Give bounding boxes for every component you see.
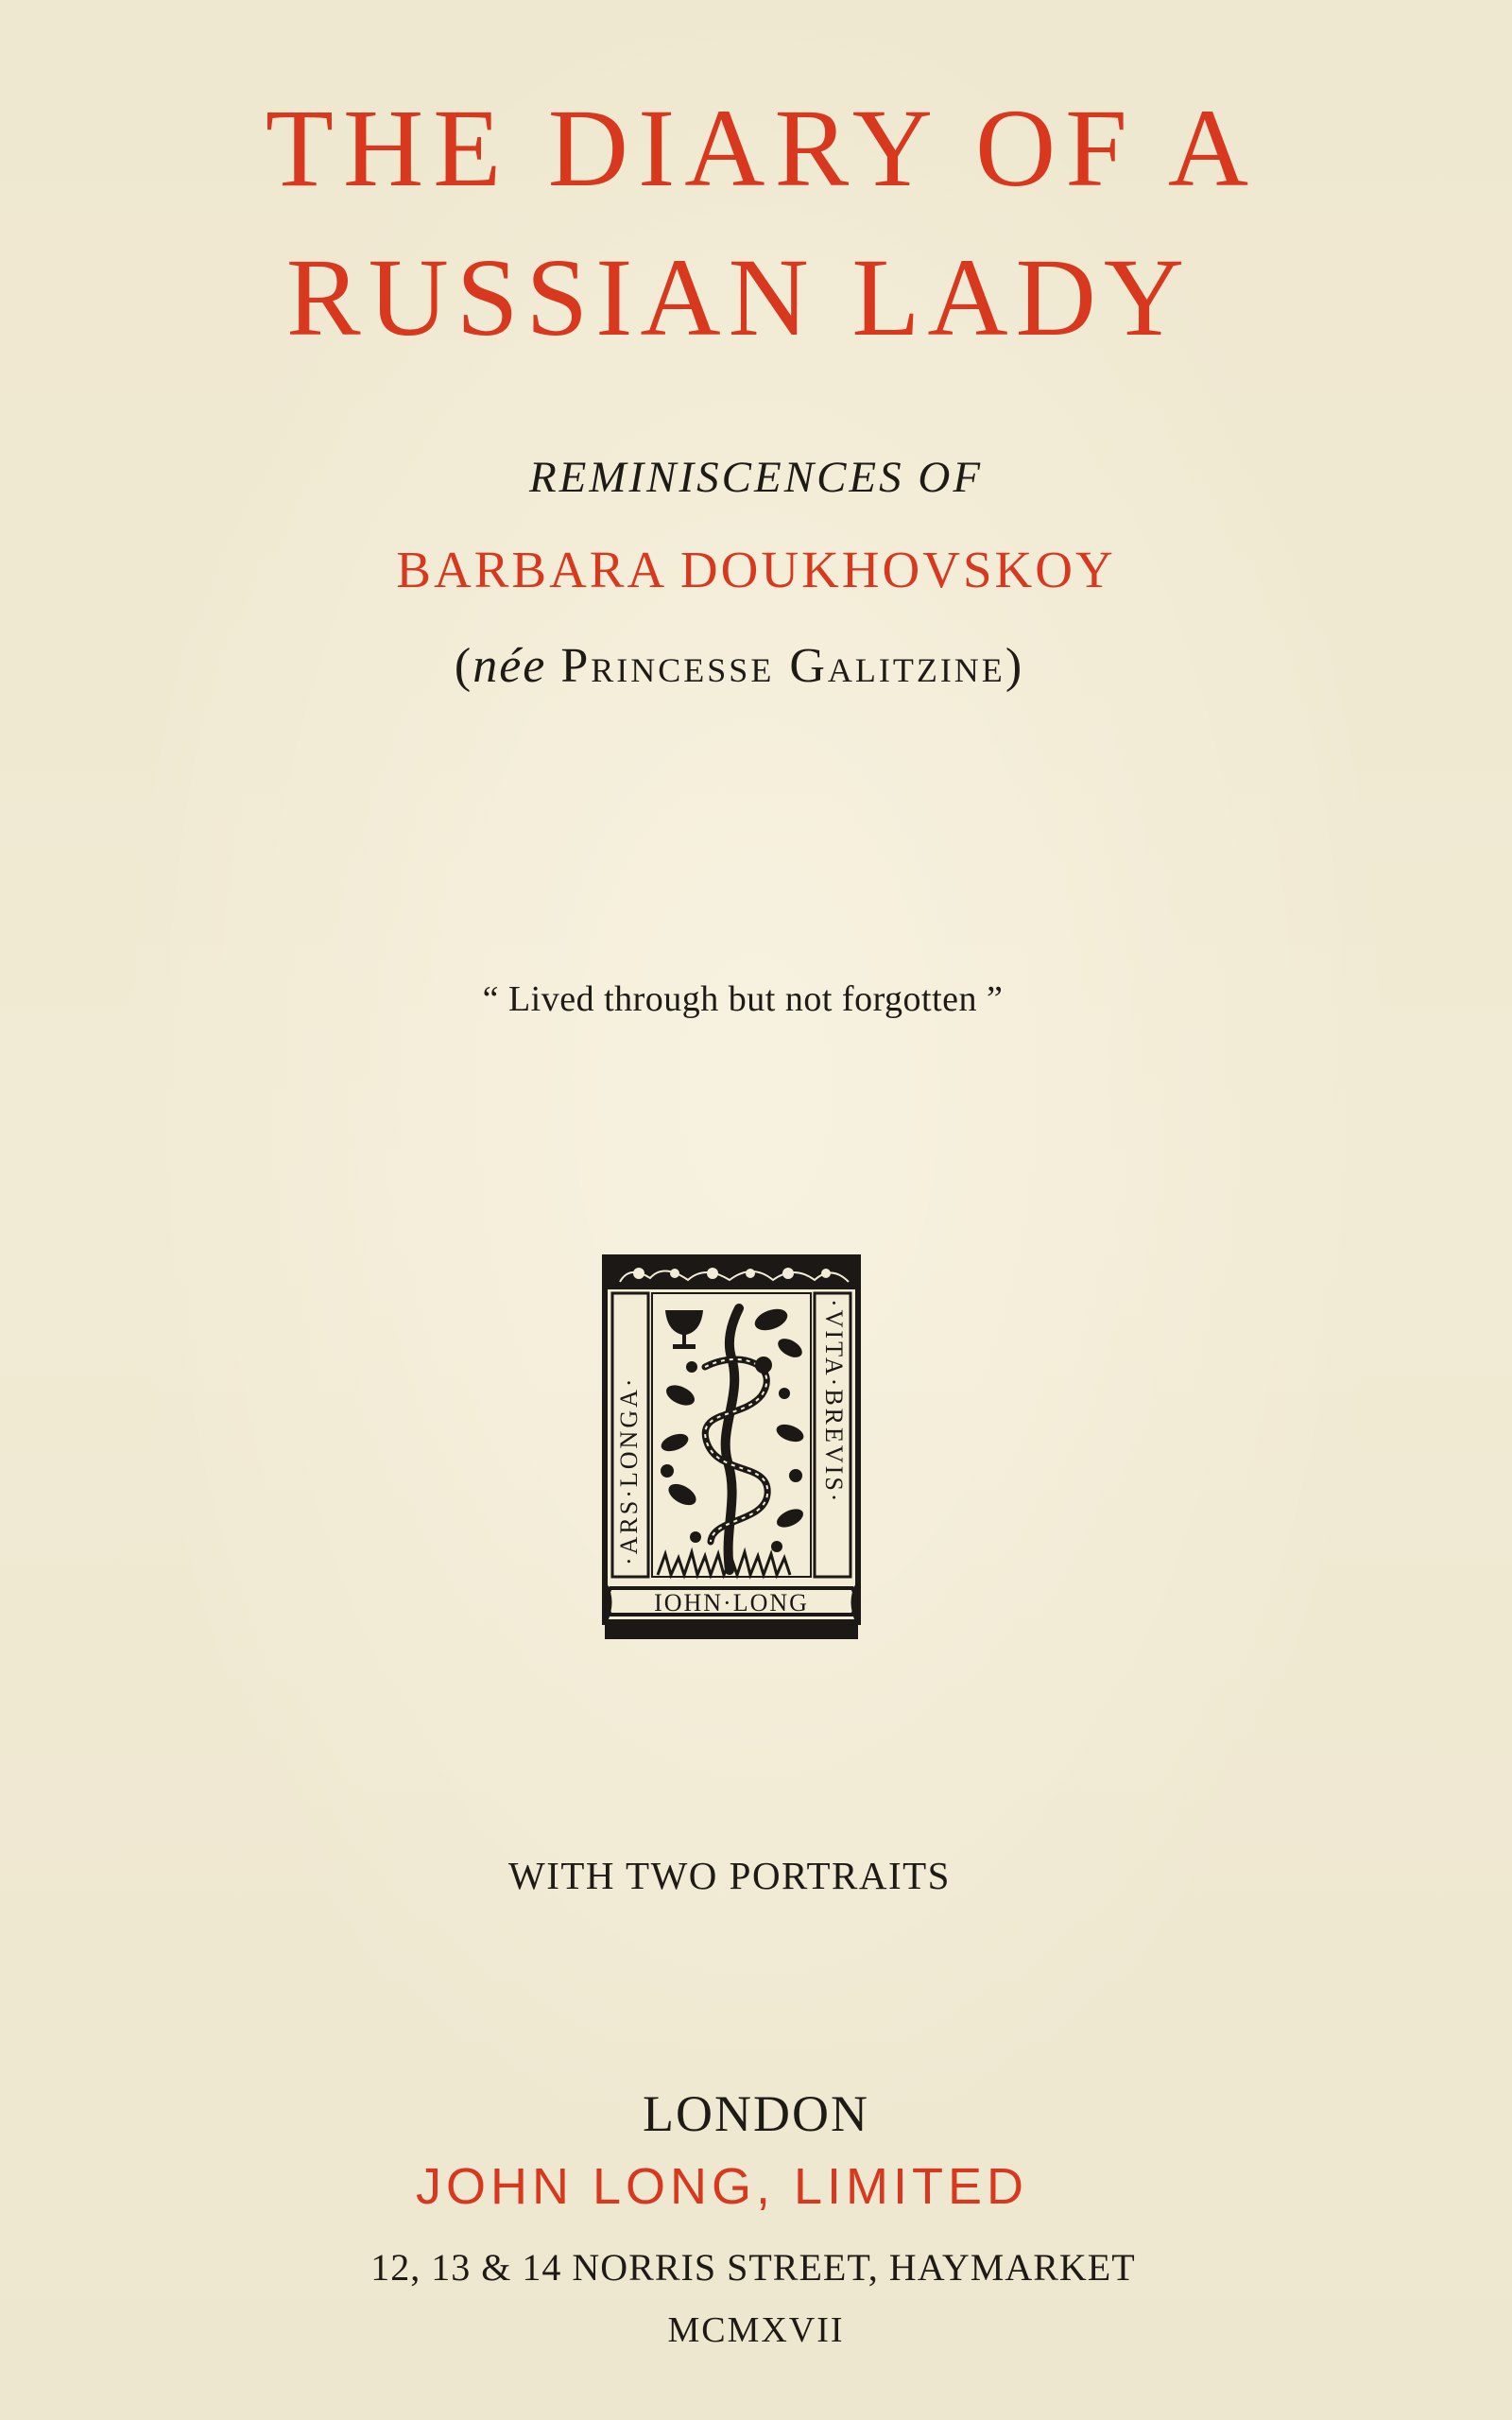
author-name: BARBARA DOUKHOVSKOY	[396, 541, 1116, 598]
book-title-line-1: THE DIARY OF A	[265, 86, 1259, 210]
epigraph: “ Lived through but not forgotten ”	[482, 979, 1004, 1019]
book-title-line-2: RUSSIAN LADY	[285, 235, 1193, 359]
illustrations-note: WITH TWO PORTRAITS	[508, 1854, 951, 1897]
device-left-motto: ·ARS·LONGA·	[615, 1375, 643, 1565]
imprint-city: LONDON	[643, 2085, 869, 2142]
nee-word: née	[472, 639, 547, 693]
paren-close: )	[1005, 639, 1024, 693]
publication-year: MCMXVII	[667, 2310, 845, 2350]
device-name-scroll: IOHN·LONG	[654, 1589, 809, 1616]
publisher-name: JOHN LONG, LIMITED	[415, 2158, 1029, 2215]
maiden-name: Princesse Galitzine	[560, 639, 1005, 693]
device-right-motto: ·VITA·BREVIS·	[820, 1299, 848, 1505]
subtitle: REMINISCENCES OF	[528, 453, 984, 502]
publisher-address: 12, 13 & 14 NORRIS STREET, HAYMARKET	[370, 2246, 1136, 2289]
paren-open: (	[454, 639, 473, 693]
publisher-device-emblem	[601, 1253, 862, 1643]
maiden-name-line	[0, 635, 1495, 698]
